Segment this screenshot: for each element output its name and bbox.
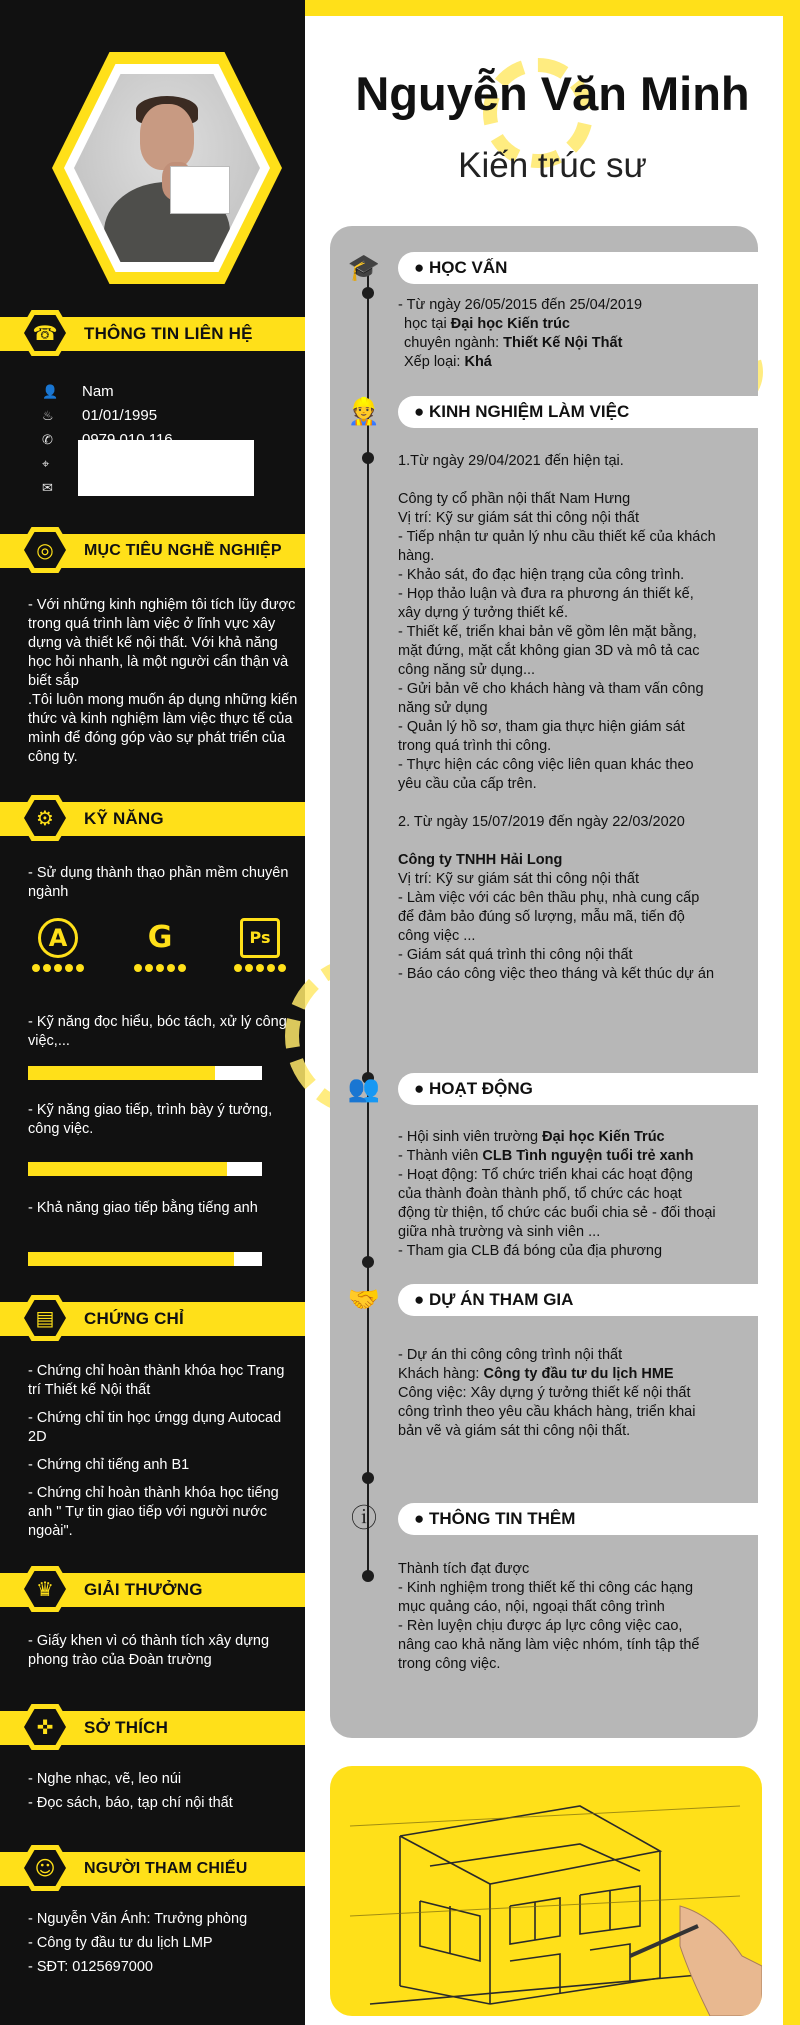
candidate-name: Nguyễn Văn Minh — [355, 67, 750, 120]
autocad-item — [30, 918, 86, 972]
person-icon: 👤 — [42, 385, 59, 400]
job-line: Vị trí: Kỹ sư giám sát thi công nội thất — [398, 871, 640, 887]
timeline-dot — [362, 452, 374, 464]
sidebar — [0, 0, 305, 2025]
project-client: Khách hàng: Công ty đầu tư du lịch HME — [398, 1366, 674, 1382]
timeline-dot — [362, 287, 374, 299]
awards-list — [28, 1632, 300, 1679]
section-awards-header — [0, 1566, 322, 1612]
handshake-icon: 🤝 — [347, 1285, 381, 1315]
job-company: Công ty TNHH Hải Long — [398, 852, 563, 868]
job-line: - Họp thảo luận và đưa ra phương án thiết kế, xây dựng ý tưởng thiết kế. — [398, 586, 694, 621]
skill-label: - Kỹ năng đọc hiểu, bóc tách, xử lý công việc,... — [28, 1014, 287, 1049]
section-experience-header — [342, 392, 758, 432]
activity-line: - Hội sinh viên trường Đại học Kiến Trúc — [398, 1129, 665, 1145]
user-tie-icon: ☺ — [34, 1856, 56, 1880]
timeline-dot — [362, 1570, 374, 1582]
email-icon: ✉ — [42, 481, 53, 496]
brain-gear-icon: ⚙ — [36, 806, 54, 830]
avatar — [52, 52, 282, 284]
contact-email-row — [42, 477, 64, 499]
section-title: ● DỰ ÁN THAM GIA — [414, 1290, 574, 1309]
objective-text: - Với những kinh nghiệm tôi tích lũy được trong quá trình làm việc ở lĩnh vực xây dựng và thiết kế nội thất. Với khả năng học hỏi nhanh, là một người cẩn thận và biết sắp .Tôi luôn mong muốn áp dụng những kiến thức và kinh nghiệm làm việc thực tế của mình để đóng góp vào sự phát triển của công ty. — [28, 597, 298, 765]
software-icons — [26, 918, 296, 980]
address-book-icon: ☎ — [32, 321, 58, 345]
section-hobbies-header — [0, 1704, 322, 1750]
activity-line: - Tham gia CLB đá bóng của địa phương — [398, 1243, 663, 1259]
3dsmax-icon: G — [147, 920, 173, 955]
list-item: - Chứng chỉ hoàn thành khóa học tiếng anh " Tự tin giao tiếp với người nước ngoài". — [28, 1485, 279, 1539]
education-period: - Từ ngày 26/05/2015 đến 25/04/2019 — [398, 297, 643, 313]
education-content — [398, 296, 716, 372]
contact-redaction — [78, 440, 254, 496]
graduation-cap-icon: 🎓 — [347, 253, 381, 283]
house-sketch-icon — [330, 1766, 762, 2016]
job-line: - Gửi bản vẽ cho khách hàng và tham vấn công năng sử dụng — [398, 681, 704, 716]
activity-line: - Thành viên CLB Tình nguyện tuổi trẻ xanh — [398, 1148, 694, 1164]
autocad-icon: A — [38, 918, 78, 958]
job-period: 2. Từ ngày 15/07/2019 đến ngày 22/03/2020 — [398, 814, 685, 830]
list-item: - SĐT: 0125697000 — [28, 1959, 153, 1975]
activity-line: - Hoạt động: Tổ chức triển khai các hoạt động của thành đoàn thành phố, tổ chức các hoạt động từ thiện, tổ chức các buổi chia sẻ - đối thoại giữa nhà trường và sinh viên ... — [398, 1167, 716, 1240]
photoshop-item — [232, 918, 288, 972]
skill-progress-fill — [28, 1252, 234, 1266]
section-title: SỞ THÍCH — [84, 1718, 169, 1737]
list-item: - Nguyễn Văn Ánh: Trưởng phòng — [28, 1911, 248, 1927]
skill-progress-bar — [28, 1252, 262, 1266]
section-projects-header — [342, 1280, 758, 1320]
section-extra-header — [342, 1499, 758, 1539]
experience-content — [398, 452, 716, 984]
job-line: - Làm việc với các bên thầu phụ, nhà cung cấp để đảm bảo đúng số lượng, mẫu mã, tiến độ công việc ... — [398, 890, 700, 944]
gamepad-icon: ✜ — [36, 1715, 54, 1739]
info-icon: ⓘ — [350, 1504, 377, 1534]
candidate-job-title: Kiến trúc sư — [458, 146, 647, 185]
skill-progress-fill — [28, 1066, 215, 1080]
section-title: MỤC TIÊU NGHỀ NGHIỆP — [84, 542, 282, 559]
section-certificates-header — [0, 1295, 322, 1341]
skill-label: - Khả năng giao tiếp bằng tiếng anh — [28, 1200, 258, 1216]
education-major: chuyên ngành: Thiết Kế Nội Thất — [404, 335, 623, 351]
project-line: - Dự án thi công công trình nội thất — [398, 1347, 623, 1363]
list-item: - Chứng chỉ tin học ứngg dụng Autocad 2D — [28, 1410, 282, 1445]
project-work: Công việc: Xây dựng ý tưởng thiết kế nội thất công trình theo yêu cầu khách hàng, triển khai bản vẽ và giám sát thi công nội thất. — [398, 1385, 696, 1439]
job-line: - Khảo sát, đo đạc hiện trạng của công trình. — [398, 567, 685, 583]
section-title: GIẢI THƯỞNG — [84, 1580, 203, 1599]
extra-line: - Rèn luyện chịu được áp lực công việc cao, nâng cao khả năng làm việc nhóm, tính tập thể trong công việc. — [398, 1618, 700, 1672]
contact-birthdate-row: ♨ 01/01/1995 — [42, 405, 157, 427]
worker-clock-icon: 👷 — [347, 397, 381, 427]
section-title: THÔNG TIN LIÊN HỆ — [84, 324, 253, 343]
list-item: - Công ty đầu tư du lịch LMP — [28, 1935, 213, 1951]
contact-name-row: 👤 Nam — [42, 381, 114, 403]
activities-content — [398, 1128, 716, 1261]
phone-icon: ✆ — [42, 433, 53, 448]
trophy-icon: ♛ — [36, 1577, 54, 1601]
list-item: - Giấy khen vì có thành tích xây dựng phong trào của Đoàn trường — [28, 1633, 270, 1668]
3dsmax-item — [132, 918, 188, 972]
section-title: ● THÔNG TIN THÊM — [414, 1509, 576, 1528]
job-line: - Thiết kế, triển khai bản vẽ gồm lên mặt bằng, mặt đứng, mặt cắt không gian 3D và mô tả cac công năng sử dụng... — [398, 624, 700, 678]
timeline-line — [367, 270, 369, 1580]
timeline-dot — [362, 1472, 374, 1484]
list-item: - Chứng chỉ hoàn thành khóa học Trang trí Thiết kế Nội thất — [28, 1363, 285, 1398]
house-sketch-illustration — [330, 1766, 762, 2016]
section-activities-header — [342, 1069, 758, 1109]
skill-rating — [132, 964, 188, 972]
education-school: học tại Đại học Kiến trúc — [404, 316, 570, 332]
face-redaction — [170, 166, 230, 214]
job-line: - Quản lý hồ sơ, tham gia thực hiện giám sát trong quá trình thi công. — [398, 719, 685, 754]
job-line: - Giám sát quá trình thi công nội thất — [398, 947, 633, 963]
job-line: - Thực hiện các công việc liên quan khác theo yêu cầu của cấp trên. — [398, 757, 694, 792]
contact-location-row — [42, 453, 64, 475]
certificate-icon: ▤ — [35, 1306, 55, 1330]
job-company: Công ty cổ phần nội thất Nam Hưng — [398, 491, 631, 507]
skill-progress-bar — [28, 1162, 262, 1176]
section-title: ● HOẠT ĐỘNG — [414, 1079, 533, 1098]
extra-line: Thành tích đạt được — [398, 1561, 530, 1577]
people-group-icon: 👥 — [347, 1074, 381, 1104]
skill-label: - Kỹ năng giao tiếp, trình bày ý tưởng, công việc. — [28, 1102, 273, 1137]
hobbies-list — [28, 1770, 300, 1822]
list-item: - Nghe nhạc, vẽ, leo núi — [28, 1771, 182, 1787]
location-pin-icon: ⌖ — [42, 457, 50, 472]
job-line: - Báo cáo công việc theo tháng và kết thúc dự án — [398, 966, 715, 982]
skill-progress-fill — [28, 1162, 227, 1176]
software-skill-text: - Sử dụng thành thạo phần mềm chuyên ngành — [28, 865, 289, 900]
skill-rating — [30, 964, 86, 972]
job-line: - Tiếp nhận tư quản lý nhu cầu thiết kế của khách hàng. — [398, 529, 716, 564]
section-education-header — [342, 248, 758, 288]
cake-icon: ♨ — [42, 409, 54, 424]
section-title: KỸ NĂNG — [84, 809, 164, 828]
certificates-list — [28, 1362, 300, 1550]
job-period: 1.Từ ngày 29/04/2021 đến hiện tại. — [398, 453, 624, 469]
section-objective-header — [0, 527, 322, 573]
extra-line: - Kinh nghiệm trong thiết kế thi công các hạng mục quảng cáo, nội, ngoại thất công trình — [398, 1580, 694, 1615]
skill-progress-bar — [28, 1066, 262, 1080]
education-grade: Xếp loại: Khá — [404, 354, 492, 370]
timeline-dot — [362, 1256, 374, 1268]
photoshop-icon: Ps — [240, 918, 280, 958]
section-contact-header — [0, 310, 322, 356]
skill-rating — [232, 964, 288, 972]
list-item: - Chứng chỉ tiếng anh B1 — [28, 1457, 190, 1473]
list-item: - Đọc sách, báo, tạp chí nội thất — [28, 1795, 233, 1811]
section-references-header — [0, 1845, 322, 1891]
section-title: ● HỌC VẤN — [414, 258, 508, 277]
job-line: Vị trí: Kỹ sư giám sát thi công nội thất — [398, 510, 640, 526]
section-skills-header — [0, 795, 322, 841]
section-title: ● KINH NGHIỆM LÀM VIỆC — [414, 402, 630, 421]
extra-content — [398, 1560, 716, 1674]
section-title: CHỨNG CHỈ — [84, 1309, 184, 1328]
target-icon: ◎ — [36, 538, 54, 562]
references-list — [28, 1910, 300, 1986]
projects-content — [398, 1346, 716, 1441]
section-title: NGƯỜI THAM CHIẾU — [84, 1860, 248, 1877]
